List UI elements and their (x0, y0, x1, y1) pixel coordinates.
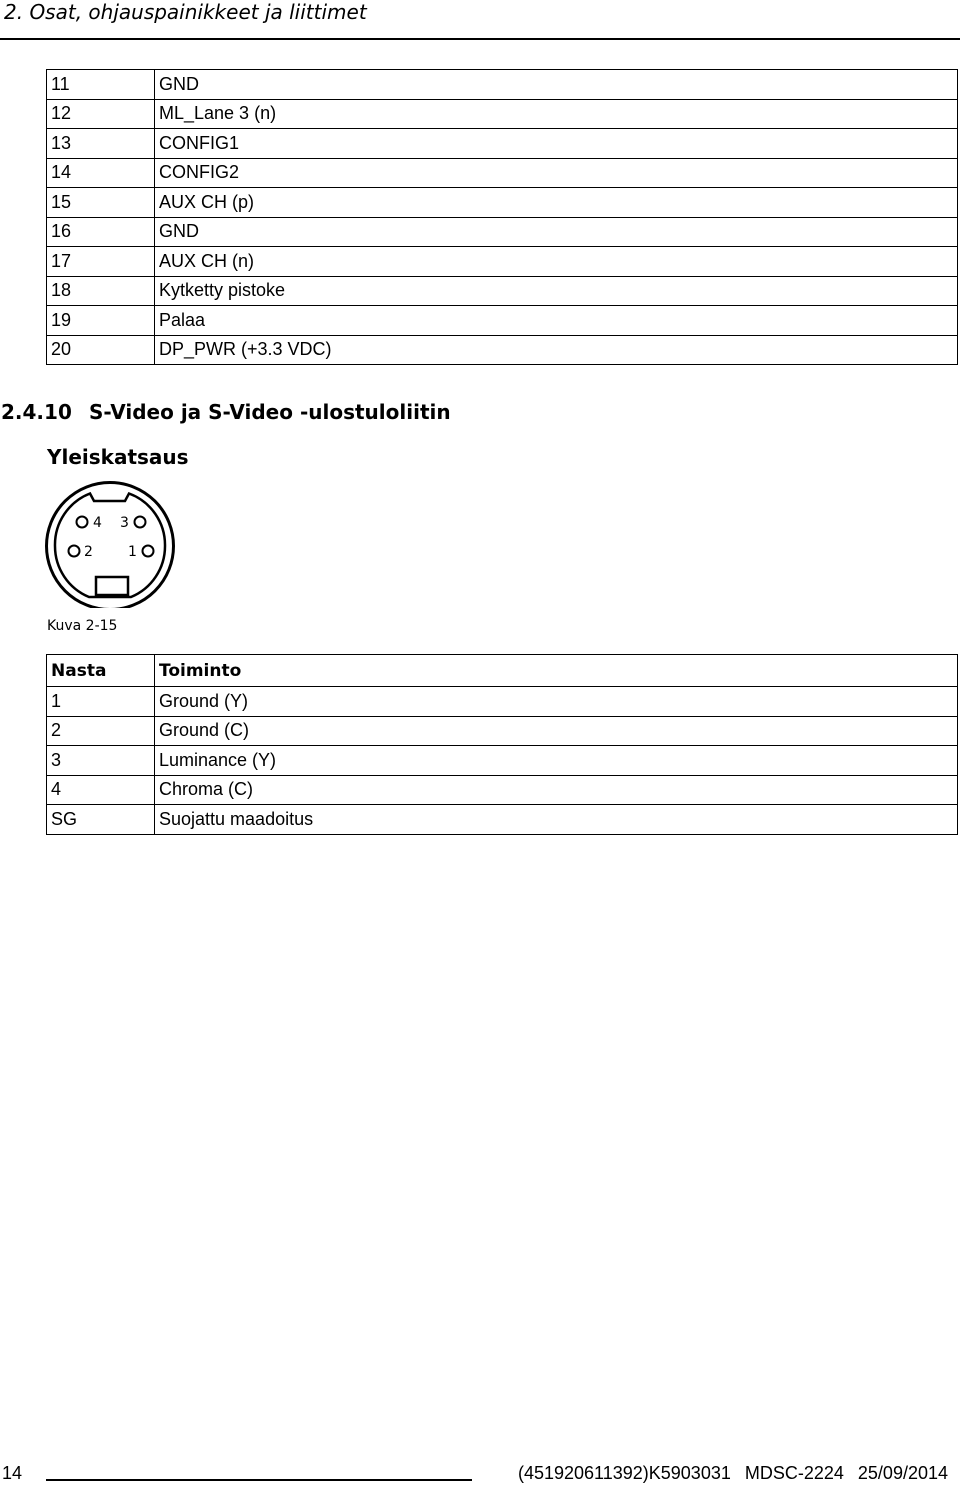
pin-function: Ground (Y) (155, 687, 958, 717)
pin-function: Palaa (155, 306, 958, 336)
page-number: 14 (2, 1463, 23, 1483)
pin-number: 14 (47, 158, 155, 188)
table-row (47, 746, 958, 776)
pin-function: AUX CH (n) (155, 247, 958, 277)
pin-function: ML_Lane 3 (n) (155, 99, 958, 129)
table-row (47, 158, 958, 188)
table-row (47, 335, 958, 365)
pin-function: DP_PWR (+3.3 VDC) (155, 335, 958, 365)
pin-1-label: 1 (128, 544, 137, 560)
pin-number: 4 (47, 775, 155, 805)
pin-1-hole (143, 546, 154, 557)
pin-number: 17 (47, 247, 155, 277)
table-row (47, 129, 958, 159)
pin-function: Suojattu maadoitus (155, 805, 958, 835)
pin-number: 3 (47, 746, 155, 776)
section-number: 2.4.10 (1, 400, 72, 424)
section-heading (1, 398, 451, 426)
table-row (47, 217, 958, 247)
connector-key-notch (96, 577, 128, 595)
column-header-function: Toiminto (155, 655, 958, 687)
pin-number: 13 (47, 129, 155, 159)
pin-function: CONFIG1 (155, 129, 958, 159)
pin-number: 2 (47, 716, 155, 746)
pin-number: 16 (47, 217, 155, 247)
pin-function: Ground (C) (155, 716, 958, 746)
pin-number: 20 (47, 335, 155, 365)
pin-function: AUX CH (p) (155, 188, 958, 218)
pin-number: 15 (47, 188, 155, 218)
table-row (47, 306, 958, 336)
table-row (47, 276, 958, 306)
pin-4-label: 4 (93, 515, 102, 531)
header-divider (0, 38, 960, 40)
running-header-title: 2. Osat, ohjauspainikkeet ja liittimet (4, 0, 367, 24)
pin-number: 19 (47, 306, 155, 336)
pin-2-label: 2 (84, 544, 93, 560)
pin-3-label: 3 (120, 515, 129, 531)
table-row (47, 188, 958, 218)
pin-number: 11 (47, 70, 155, 100)
table-header-row (47, 655, 958, 687)
pin-function: GND (155, 70, 958, 100)
table-row (47, 716, 958, 746)
overview-subheading: Yleiskatsaus (47, 445, 189, 469)
figure-caption: Kuva 2-15 (47, 618, 118, 634)
pin-number: SG (47, 805, 155, 835)
table-row (47, 70, 958, 100)
pin-table-displayport-continued (46, 69, 958, 365)
pin-table-svideo (46, 654, 958, 835)
table-row (47, 775, 958, 805)
pin-function: Kytketty pistoke (155, 276, 958, 306)
pin-4-hole (77, 517, 88, 528)
column-header-pin: Nasta (47, 655, 155, 687)
pin-function: GND (155, 217, 958, 247)
table-row (47, 247, 958, 277)
section-title: S-Video ja S-Video -ulostuloliitin (89, 400, 451, 424)
pin-function: Chroma (C) (155, 775, 958, 805)
pin-3-hole (135, 517, 146, 528)
pin-number: 18 (47, 276, 155, 306)
document-date: 25/09/2014 (857, 1463, 948, 1483)
table-row (47, 687, 958, 717)
svideo-connector-diagram (44, 480, 180, 608)
pin-function: CONFIG2 (155, 158, 958, 188)
table-row (47, 805, 958, 835)
footer-document-reference (518, 1462, 948, 1484)
document-id: (451920611392)K5903031 (517, 1463, 731, 1483)
product-model: MDSC-2224 (744, 1463, 844, 1483)
pin-2-hole (69, 546, 80, 557)
pin-function: Luminance (Y) (155, 746, 958, 776)
pin-number: 1 (47, 687, 155, 717)
footer-divider (46, 1479, 472, 1481)
table-row (47, 99, 958, 129)
pin-number: 12 (47, 99, 155, 129)
